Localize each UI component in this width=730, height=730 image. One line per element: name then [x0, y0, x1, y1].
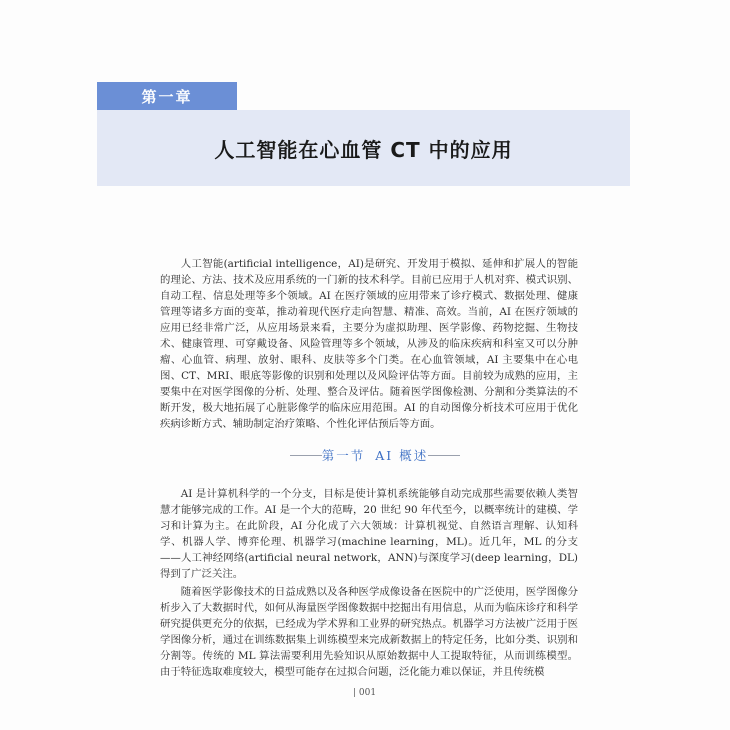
page-number	[340, 688, 390, 698]
chapter-label: 第一章	[97, 82, 237, 110]
page-number-marker	[354, 688, 355, 697]
section-name: AI 概述	[375, 448, 429, 463]
intro-paragraph: 人工智能(artificial intelligence，AI)是研究、开发用于模拟、延伸和扩展人的智能的理论、方法、技术及应用系统的一门新的技术科学。目前已应用于人机对弈、模式识别、自动工程、信息处理等多个领域。AI 在医疗领域的应用带来了诊疗模式、数据处理、健康管理等诸多方面的变革，推动着现代医疗走向智慧、精准、高效。当前，AI 在医疗领域的应用已经非常广泛，从应用场景来看，主要分为虚拟助理、医学影像、药物挖掘、生物技术、健康管理、可穿戴设备、风险管理等多个领域，从涉及的临床疾病和科室又可以分肿瘤、心血管、病理、放射、眼科、皮肤等多个门类。在心血管领域，AI 主要集中在心电图、CT、MRI、眼底等影像的识别和处理以及风险评估等方面。目前较为成熟的应用，主要集中在对医学图像的分析、处理、整合及评估。随着医学图像检测、分割和分类算法的不断开发，极大地拓展了心脏影像学的临床应用范围。AI 的自动图像分析技术可应用于优化疾病诊断方式、辅助制定治疗策略、个性化评估预后等方面。	[160, 258, 578, 430]
section-title	[322, 446, 428, 464]
section-paragraph: 随着医学影像技术的日益成熟以及各种医学成像设备在医院中的广泛使用，医学图像分析步入了大数据时代，如何从海量医学图像数据中挖掘出有用信息，从而为临床诊疗和科学研究提供更充分的依据，已经成为学术界和工业界的研究热点。机器学习方法被广泛用于医学图像分析，通过在训练数据集上训练模型来完成新数据上的特定任务，比如分类、识别和分割等。传统的 ML 算法需要利用先验知识从原始数据中人工提取特征，从而训练模型。由于特征选取难度较大，模型可能存在过拟合问题，泛化能力难以保证，并且传统模	[160, 586, 578, 678]
section-heading	[290, 446, 460, 464]
chapter-title: 人工智能在心血管 CT 中的应用	[214, 137, 513, 162]
page-number-text: 001	[358, 688, 377, 698]
heading-rule-left	[290, 455, 322, 456]
heading-rule-right	[428, 455, 460, 456]
section-number: 第一节	[321, 448, 366, 463]
section-paragraph: AI 是计算机科学的一个分支，目标是使计算机系统能够自动完成那些需要依赖人类智慧才能够完成的工作。AI 是一个大的范畴，20 世纪 90 年代至今，以概率统计的建模、学习和计算为主。在此阶段，AI 分化成了六大领域：计算机视觉、自然语言理解、认知科学、机器人学、博弈伦理、机器学习(machine learning，ML)。近几年，ML 的分支——人工神经网络(artificial neural network，ANN)与深度学习(deep learning，DL)得到了广泛关注。	[160, 488, 578, 580]
